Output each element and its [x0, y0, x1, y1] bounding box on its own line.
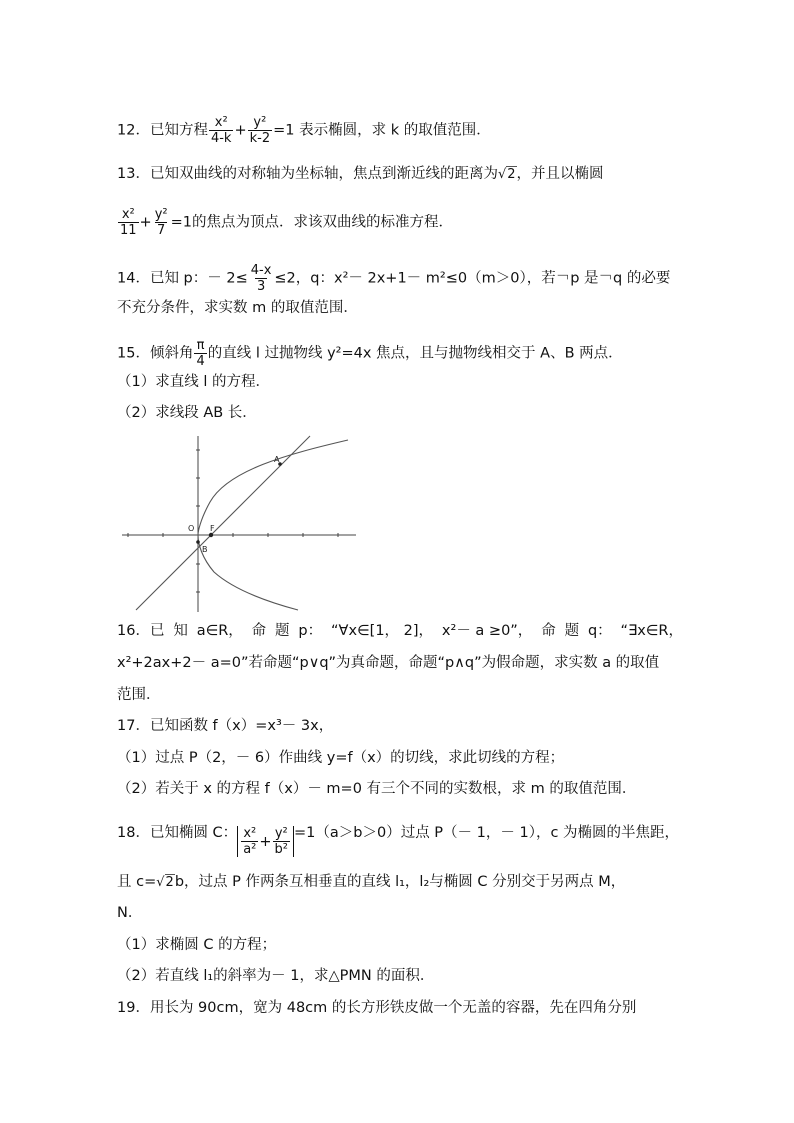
- q19-line1: 19．用长为 90cm，宽为 48cm 的长方形铁皮做一个无盖的容器，先在四角分别: [117, 1000, 637, 1016]
- label-f: F: [210, 524, 215, 533]
- focus-point: [209, 533, 213, 537]
- label-o: O: [188, 524, 195, 533]
- q15-part1: （1）求直线 l 的方程．: [117, 374, 270, 390]
- sqrt-symbol: √2: [156, 875, 174, 890]
- q18-line2: 且 c=√2b，过点 P 作两条互相垂直的直线 l₁，l₂与椭圆 C 分别交于另两点 M，: [117, 871, 625, 893]
- parabola-figure: [118, 432, 358, 614]
- q14-line2: 不充分条件，求实数 m 的取值范围．: [117, 300, 358, 316]
- q15-line1: 15．倾斜角 $\frac{\pi}{4}$ 的直线 l 过抛物线 y²=4x 焦点，且与抛物线相交于 A、B 两点．: [117, 338, 623, 369]
- q13-line1: 13．已知双曲线的对称轴为坐标轴，焦点到渐近线的距离为√2，并且以椭圆: [117, 163, 604, 185]
- q18-ellipse-expression: $\frac{\text{x²}}{\text{a²}}$ + $\frac{\text{y²}}{\text{b²}}$: [237, 826, 294, 857]
- q17-line1: 17．已知函数 f（x）=x³－ 3x，: [117, 718, 334, 734]
- q12-fraction-2: $\frac{\text{y²}}{k-2}$: [249, 115, 271, 146]
- label-b: B: [202, 545, 208, 554]
- q15-fraction: $\frac{\pi}{4}$: [196, 338, 205, 369]
- q12-fraction-1: $\frac{\text{x²}}{4-k}$: [210, 115, 232, 146]
- q17-part1: （1）过点 P（2，－ 6）作曲线 y=f（x）的切线，求此切线的方程；: [117, 750, 565, 766]
- q15-part2: （2）求线段 AB 长．: [117, 405, 257, 421]
- q16-line3: 范围．: [117, 687, 161, 703]
- q14-fraction: $\frac{4-x}{3}$: [250, 263, 272, 294]
- q18-part1: （1）求椭圆 C 的方程；: [117, 937, 277, 953]
- point-b: [196, 540, 200, 544]
- label-a: A: [274, 455, 280, 464]
- sqrt-symbol: √2: [497, 167, 516, 182]
- q18-fraction-2: $\frac{\text{y²}}{\text{b²}}$: [274, 826, 288, 857]
- q13-fraction-1: $\frac{\text{x²}}{11}$: [120, 207, 137, 238]
- q14-line1: 14．已知 p：－ 2≤ $\frac{4-x}{3}$ ≤2，q：x²－ 2x+1－ m²≤0（m＞0），若￢p 是￢q 的必要: [117, 263, 671, 294]
- q13-line2: $\frac{\text{x²}}{11}$ + $\frac{\text{y²}}{7}$ =1的焦点为顶点．求该双曲线的标准方程．: [120, 207, 453, 238]
- q16-line2: x²+2ax+2－ a=0”若命题“p∨q”为真命题，命题“p∧q”为假命题，求实数 a 的取值: [117, 655, 660, 671]
- q18-line3: N．: [117, 905, 143, 921]
- q12: 12．已知方程 $\frac{\text{x²}}{4-k}$ + $\frac{\text{y²}}{k-2}$ =1 表示椭圆，求 k 的取值范围．: [117, 115, 491, 146]
- q18-fraction-1: $\frac{\text{x²}}{\text{a²}}$: [243, 826, 257, 857]
- q18-part2: （2）若直线 l₁的斜率为－ 1，求△PMN 的面积．: [117, 968, 435, 984]
- q13-fraction-2: $\frac{\text{y²}}{7}$: [154, 207, 168, 238]
- q17-part2: （2）若关于 x 的方程 f（x）－ m=0 有三个不同的实数根，求 m 的取值范围．: [117, 781, 637, 797]
- q16-line1: 16．已 知 a∈R， 命 题 p： “∀x∈[1， 2]， x²－ a ≥0”， 命 题 q： “∃x∈R，: [117, 623, 683, 639]
- chord-line: [136, 436, 310, 610]
- q18-line1: 18．已知椭圆 C： $\frac{\text{x²}}{\text{a²}}$ + $\frac{\text{y²}}{\text{b²}}$ =1（a＞b＞0）过点 P（－ 1，－ 1），c 为椭圆的半焦距，: [117, 825, 680, 857]
